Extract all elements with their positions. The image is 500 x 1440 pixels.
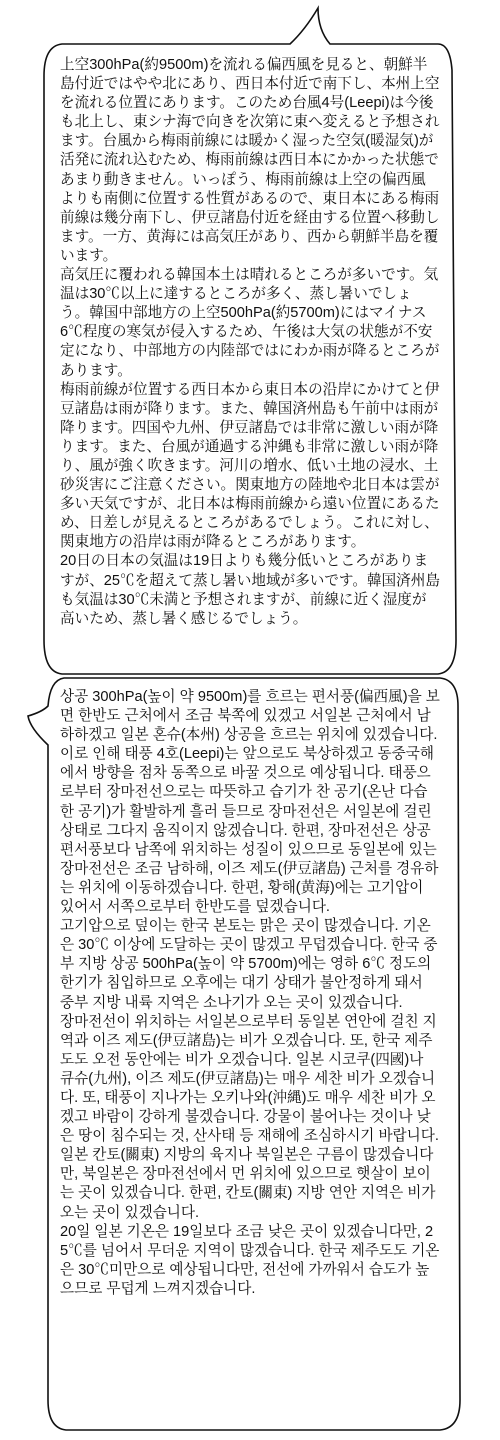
korean-paragraph: 고기압으로 덮이는 한국 본토는 맑은 곳이 많겠습니다. 기온은 30℃ 이상에 도달하는 곳이 많겠고 무덥겠습니다. 한국 중부 지방 상공 500hPa(높이 약 5700m)에는 영하 6℃ 정도의 한기가 침입하므로 오후에는 대기 상태가 불안정하게 돼서 중부 지방 내륙 지역은 소나기가 오는 곳이 있겠습니다.: [60, 918, 438, 1011]
japanese-paragraph: 梅雨前線が位置する西日本から東日本の沿岸にかけてと伊豆諸島は雨が降ります。また、韓国済州島も午前中は雨が降ります。四国や九州、伊豆諸島では非常に激しい雨が降ります。また、台風が通過する沖縄も非常に激しい雨が降り、風が強く吹きます。河川の増水、低い土地の浸水、土砂災害にご注意ください。関東地方の陸地や北日本は雲が多い天気ですが、北日本は梅雨前線から遠い位置にあるため、日差しが見えるところがあるでしょう。これに対し、関東地方の沿岸は雨が降るところがあります。: [60, 381, 440, 551]
korean-paragraph: 상공 300hPa(높이 약 9500m)를 흐르는 편서풍(偏西風)을 보면 한반도 근처에서 조금 북쪽에 있겠고 서일본 근처에서 남하하겠고 일본 혼슈(本州) 상공을 흐르는 위치에 있겠습니다. 이로 인해 태풍 4호(Leepi)는 앞으로도 북상하겠고 동중국해에서 방향을 점차 동쪽으로 바꿀 것으로 예상됩니다. 태풍으로부터 장마전선으로는 따뜻하고 습기가 찬 공기(온난 다습한 공기)가 활발하게 흘러 들므로 장마전선은 서일본에 걸린 상태로 그다지 움직이지 않겠습니다. 한편, 장마전선은 상공 편서풍보다 남쪽에 위치하는 성질이 있으므로 동일본에 있는 장마전선은 조금 남하해, 이즈 제도(伊豆諸島) 근처를 경유하는 위치에 이동하겠습니다. 한편, 황해(黄海)에는 고기압이 있어서 서쪽으로부터 한반도를 덮겠습니다.: [60, 689, 440, 916]
japanese-paragraph: 上空300hPa(約9500m)を流れる偏西風を見ると、朝鮮半島付近ではやや北にあり、西日本付近で南下し、本州上空を流れる位置にあります。このため台風4号(Leepi)は今後も北上し、東シナ海で向きを次第に東へ変えると予想されます。台風から梅雨前線には暖かく湿った空気(暖湿気)が活発に流れ込むため、梅雨前線は西日本にかかった状態であまり動きません。いっぽう、梅雨前線は上空の偏西風よりも南側に位置する性質があるので、東日本にある梅雨前線は幾分南下し、伊豆諸島付近を経由する位置へ移動します。一方、黄海には高気圧があり、西から朝鮮半島を覆います。: [60, 57, 440, 264]
korean-paragraph: 20일 일본 기온은 19일보다 조금 낮은 곳이 있겠습니다만, 25℃를 넘어서 무더운 지역이 많겠습니다. 한국 제주도도 기온은 30℃미만으로 예상됩니다만, 전선에 가까워서 습도가 높으므로 무덥게 느껴지겠습니다.: [60, 1223, 440, 1297]
japanese-paragraph: 高気圧に覆われる韓国本土は晴れるところが多いです。気温は30℃以上に達するところが多く、蒸し暑いでしょう。韓国中部地方の上空500hPa(約5700m)にはマイナス6℃程度の寒気が侵入するため、午後は大気の状態が不安定になり、中部地方の内陸部ではにわか雨が降るところがあります。: [60, 267, 440, 379]
korean-paragraph: 장마전선이 위치하는 서일본으로부터 동일본 연안에 걸친 지역과 이즈 제도(伊豆諸島)는 비가 오겠습니다. 또, 한국 제주도도 오전 동안에는 비가 오겠습니다. 일본 시코쿠(四國)나 큐슈(九州), 이즈 제도(伊豆諸島)는 매우 세찬 비가 오겠습니다. 또, 태풍이 지나가는 오키나와(沖縄)도 매우 세찬 비가 오겠고 바람이 강하게 불겠습니다. 강물이 불어나는 것이나 낮은 땅이 침수되는 것, 산사태 등 재해에 조심하시기 바랍니다. 일본 칸토(關東) 지방의 육지나 북일본은 구름이 많겠습니다만, 북일본은 장마전선에서 먼 위치에 있으므로 햇살이 보이는 곳이 있겠습니다. 한편, 칸토(關東) 지방 연안 지역은 비가 오는 곳이 있겠습니다.: [60, 1013, 439, 1221]
japanese-paragraph: 20日の日本の気温は19日よりも幾分低いところがありますが、25℃を超えて蒸し暑い地域が多いです。韓国済州島も気温は30℃未満と予想されますが、前線に近く湿度が高いため、蒸し暑く感じるでしょう。: [60, 553, 440, 627]
japanese-forecast-text: [60, 56, 440, 629]
korean-forecast-text: [60, 688, 440, 1299]
